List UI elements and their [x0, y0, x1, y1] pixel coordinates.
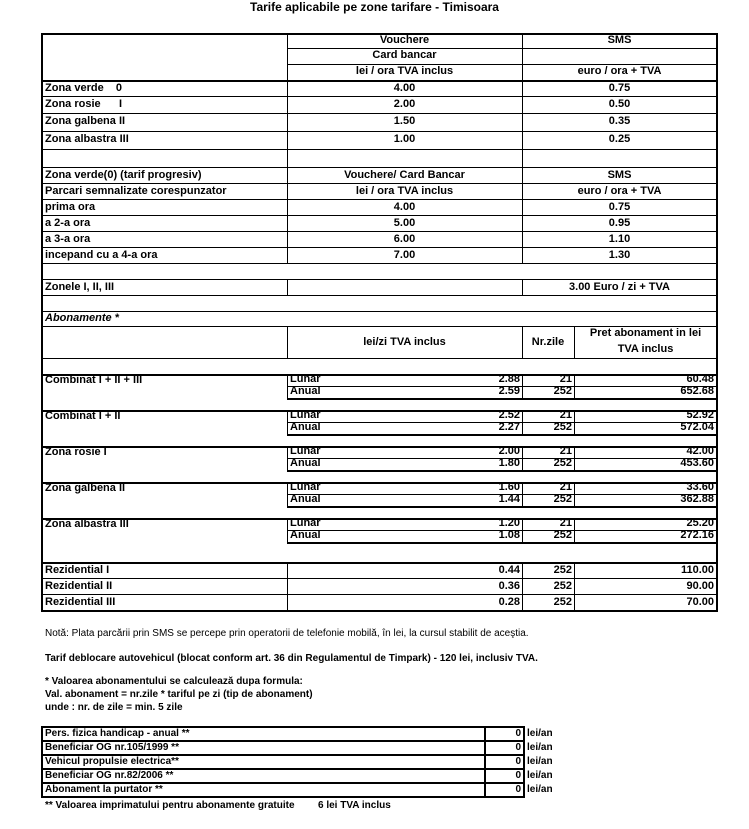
- t2-header-label-1: Zona verde(0) (tarif progresiv): [45, 169, 202, 181]
- gratuite-footnote-value: 6 lei TVA inclus: [318, 800, 391, 811]
- rezidential-rate: 0.36: [498, 580, 520, 592]
- zone-row-lei: 1.00: [393, 133, 416, 145]
- gratuite-value: 0: [515, 784, 521, 795]
- gratuite-unit: lei/an: [527, 742, 553, 753]
- zone-row-lei: 4.00: [393, 82, 416, 94]
- abon-type: Lunar: [290, 445, 321, 457]
- zones-value: 3.00 Euro / zi + TVA: [569, 281, 670, 293]
- gratuite-label: Pers. fizica handicap - anual **: [45, 728, 190, 739]
- zone-row-label: Zona verde 0: [45, 82, 123, 94]
- abon-group-label: Combinat I + II: [45, 410, 121, 422]
- abon-price: 453.60: [680, 457, 714, 469]
- abonamente-heading: Abonamente *: [45, 312, 119, 324]
- abon-rate: 1.44: [498, 493, 520, 505]
- abon-type: Anual: [290, 493, 321, 505]
- abon-rate: 1.20: [498, 517, 520, 529]
- abon-price: 33.60: [686, 481, 714, 493]
- hour-row-sms: 0.95: [608, 217, 631, 229]
- abon-type: Anual: [290, 421, 321, 433]
- zone-row-lei: 1.50: [393, 115, 416, 127]
- t1-col2-header-2: Card bancar: [372, 49, 437, 61]
- formula-title: * Valoarea abonamentului se calculează dupa formula:: [45, 676, 303, 687]
- hour-row-sms: 1.10: [608, 233, 631, 245]
- t2-header-label-2: Parcari semnalizate corespunzator: [45, 185, 227, 197]
- abon-price: 25.20: [686, 517, 714, 529]
- abon-type: Anual: [290, 529, 321, 541]
- abon-rate: 2.59: [498, 385, 520, 397]
- gratuite-label: Beneficiar OG nr.82/2006 **: [45, 770, 174, 781]
- rezidential-price: 70.00: [686, 596, 714, 608]
- gratuite-value: 0: [515, 770, 521, 781]
- t2-col2-header-1: Vouchere/ Card Bancar: [344, 169, 465, 181]
- gratuite-unit: lei/an: [527, 770, 553, 781]
- abon-days: 21: [559, 517, 572, 529]
- zone-row-label: Zona galbena II: [45, 115, 126, 127]
- hour-row-sms: 0.75: [608, 201, 631, 213]
- abon-days: 252: [553, 529, 572, 541]
- rezidential-price: 110.00: [680, 564, 714, 576]
- rezidential-days: 252: [553, 580, 572, 592]
- hour-row-label: a 3-a ora: [45, 233, 91, 245]
- t2-col3-header-2: euro / ora + TVA: [577, 185, 662, 197]
- t1-col3-header-3: euro / ora + TVA: [577, 65, 662, 77]
- zone-row-sms: 0.50: [608, 98, 631, 110]
- abon-rate: 2.27: [498, 421, 520, 433]
- abon-days: 21: [559, 445, 572, 457]
- abon-group-label: Zona galbena II: [45, 482, 126, 494]
- t2-col3-header-1: SMS: [607, 169, 632, 181]
- abon-days: 21: [559, 373, 572, 385]
- abon-type: Lunar: [290, 481, 321, 493]
- zone-row-sms: 0.25: [608, 133, 631, 145]
- abon-rate: 1.80: [498, 457, 520, 469]
- t1-col2-header-1: Vouchere: [379, 34, 430, 46]
- abon-price: 52.92: [686, 409, 714, 421]
- gratuite-value: 0: [515, 728, 521, 739]
- abon-type: Lunar: [290, 373, 321, 385]
- abon-group-label: Combinat I + II + III: [45, 374, 143, 386]
- rezidential-days: 252: [553, 596, 572, 608]
- hour-row-lei: 4.00: [393, 201, 416, 213]
- deblocare-note: Tarif deblocare autovehicul (blocat conform art. 36 din Regulamentul de Timpark) - 120 lei, inclusiv TVA.: [45, 653, 538, 664]
- rezidential-rate: 0.44: [498, 564, 520, 576]
- gratuite-value: 0: [515, 742, 521, 753]
- zone-row-sms: 0.75: [608, 82, 631, 94]
- abon-type: Anual: [290, 457, 321, 469]
- abon-type: Lunar: [290, 517, 321, 529]
- gratuite-value: 0: [515, 756, 521, 767]
- t1-col2-header-3: lei / ora TVA inclus: [355, 65, 454, 77]
- abon-group-label: Zona rosie I: [45, 446, 107, 458]
- abon-price: 362.88: [680, 493, 714, 505]
- zones-label: Zonele I, II, III: [45, 281, 115, 293]
- abon-col-pret-header-1: Pret abonament in lei: [589, 327, 702, 339]
- gratuite-unit: lei/an: [527, 784, 553, 795]
- abon-price: 272.16: [680, 529, 714, 541]
- formula-unde: unde : nr. de zile = min. 5 zile: [45, 702, 183, 713]
- abon-col-pret-header-2: TVA inclus: [617, 343, 674, 355]
- hour-row-label: a 2-a ora: [45, 217, 91, 229]
- t1-col3-header-1: SMS: [607, 34, 632, 46]
- t2-col2-header-2: lei / ora TVA inclus: [355, 185, 454, 197]
- rezidential-rate: 0.28: [498, 596, 520, 608]
- abon-price: 572.04: [680, 421, 714, 433]
- abon-col-nr-header: Nr.zile: [531, 336, 565, 348]
- hour-row-lei: 7.00: [393, 249, 416, 261]
- abon-rate: 2.52: [498, 409, 520, 421]
- zone-row-lei: 2.00: [393, 98, 416, 110]
- abon-days: 252: [553, 385, 572, 397]
- zone-row-label: Zona rosie I: [45, 98, 123, 110]
- rezidential-price: 90.00: [686, 580, 714, 592]
- rezidential-label: Rezidential II: [45, 580, 113, 592]
- rezidential-days: 252: [553, 564, 572, 576]
- hour-row-lei: 5.00: [393, 217, 416, 229]
- abon-days: 21: [559, 409, 572, 421]
- rezidential-label: Rezidential I: [45, 564, 110, 576]
- zone-row-sms: 0.35: [608, 115, 631, 127]
- formula-line: Val. abonament = nr.zile * tariful pe zi (tip de abonament): [45, 689, 313, 700]
- gratuite-label: Abonament la purtator **: [45, 784, 163, 795]
- gratuite-unit: lei/an: [527, 728, 553, 739]
- hour-row-lei: 6.00: [393, 233, 416, 245]
- abon-type: Anual: [290, 385, 321, 397]
- rezidential-label: Rezidential III: [45, 596, 116, 608]
- gratuite-label: Vehicul propulsie electrica**: [45, 756, 179, 767]
- sms-note: Notă: Plata parcării prin SMS se percepe prin operatorii de telefonie mobilă, în lei, la cursul stabilit de aceştia.: [45, 628, 529, 639]
- gratuite-label: Beneficiar OG nr.105/1999 **: [45, 742, 179, 753]
- hour-row-label: incepand cu a 4-a ora: [45, 249, 158, 261]
- abon-price: 652.68: [680, 385, 714, 397]
- abon-days: 252: [553, 493, 572, 505]
- page-title: Tarife aplicabile pe zone tarifare - Timisoara: [250, 0, 499, 14]
- abon-col-lei-header: lei/zi TVA inclus: [363, 336, 446, 348]
- abon-days: 21: [559, 481, 572, 493]
- abon-rate: 1.08: [498, 529, 520, 541]
- abon-rate: 2.88: [498, 373, 520, 385]
- abon-price: 60.48: [686, 373, 714, 385]
- abon-days: 252: [553, 421, 572, 433]
- abon-rate: 2.00: [498, 445, 520, 457]
- abon-days: 252: [553, 457, 572, 469]
- abon-price: 42.00: [686, 445, 714, 457]
- hour-row-label: prima ora: [45, 201, 96, 213]
- abon-group-label: Zona albastra III: [45, 518, 129, 530]
- gratuite-unit: lei/an: [527, 756, 553, 767]
- gratuite-footnote: ** Valoarea imprimatului pentru abonamente gratuite: [45, 800, 295, 811]
- zone-row-label: Zona albastra III: [45, 133, 129, 145]
- hour-row-sms: 1.30: [608, 249, 631, 261]
- abon-rate: 1.60: [498, 481, 520, 493]
- abon-type: Lunar: [290, 409, 321, 421]
